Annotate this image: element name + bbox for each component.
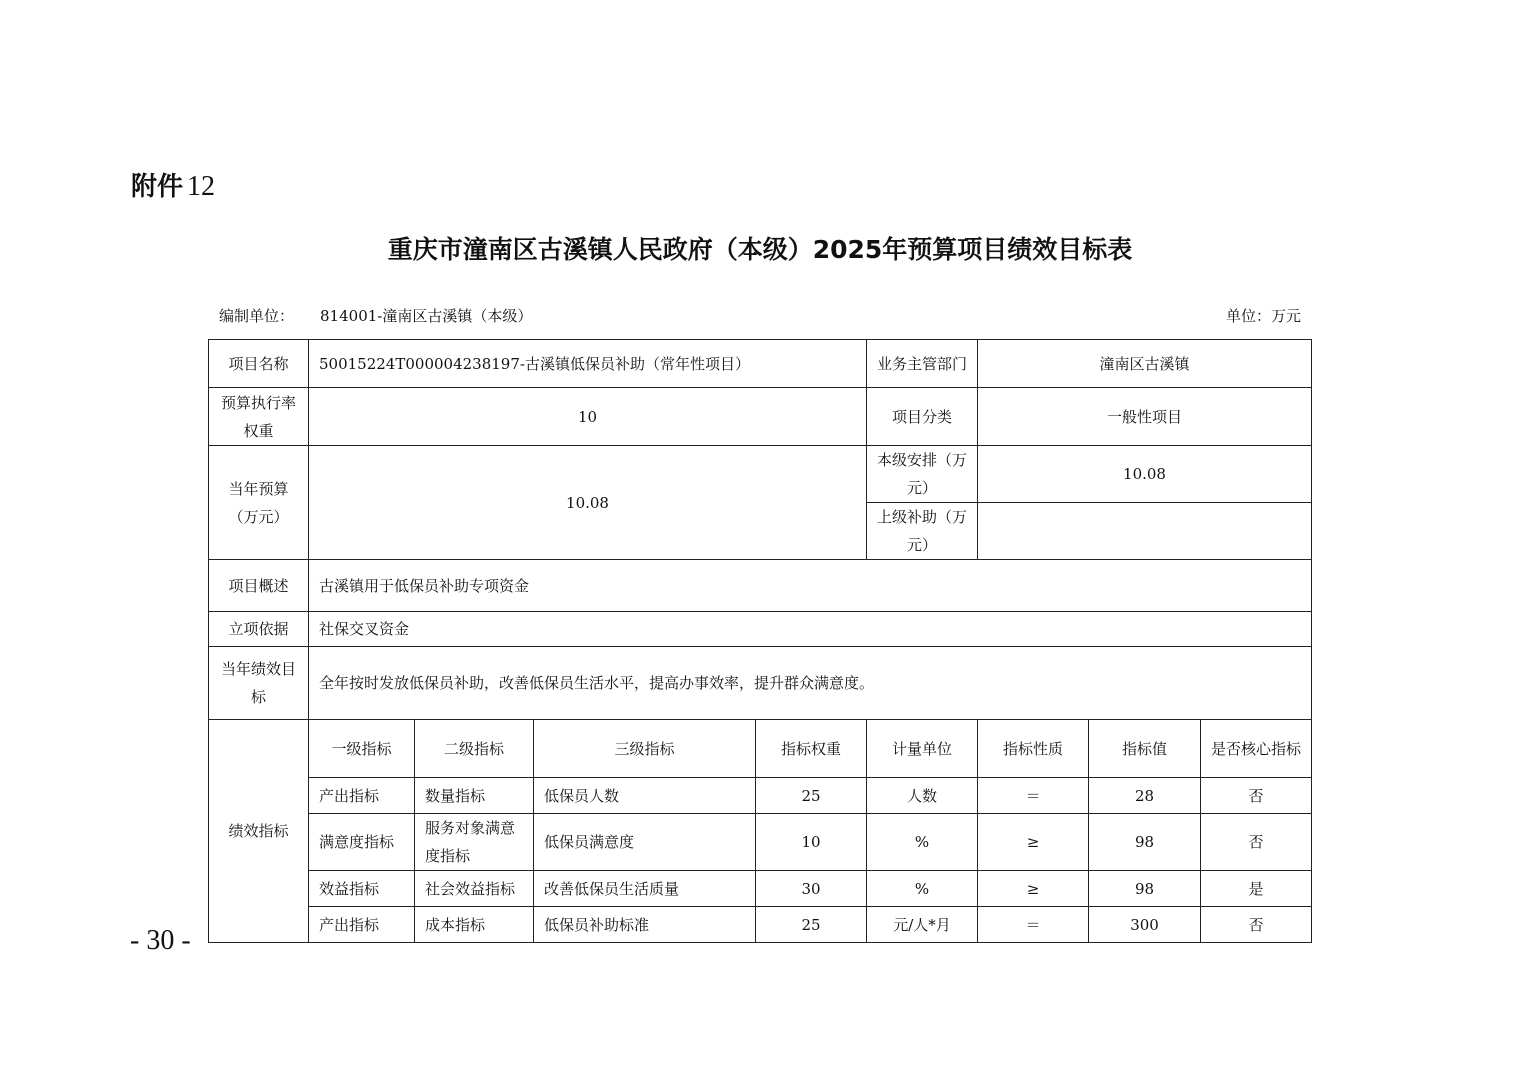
row-level3: 低保员满意度 [534, 814, 756, 871]
category-value: 一般性项目 [978, 388, 1312, 446]
project-name-label: 项目名称 [209, 340, 309, 388]
goal-label: 当年绩效目标 [209, 647, 309, 720]
basis-label: 立项依据 [209, 612, 309, 647]
table-row [209, 814, 1312, 871]
page-title: 重庆市潼南区古溪镇人民政府（本级）2025年预算项目绩效目标表 [387, 235, 1133, 264]
row-nature: ≥ [978, 814, 1089, 871]
row-level1: 产出指标 [309, 778, 415, 814]
row-level3: 低保员人数 [534, 778, 756, 814]
row-weight: 25 [756, 907, 867, 943]
row-nature: ＝ [978, 778, 1089, 814]
row-value: 28 [1089, 778, 1201, 814]
row-core: 否 [1201, 814, 1312, 871]
header-level3: 三级指标 [534, 720, 756, 778]
dept-value: 潼南区古溪镇 [978, 340, 1312, 388]
upper-funding-value [978, 503, 1312, 560]
table-row [209, 778, 1312, 814]
upper-funding-label: 上级补助（万元） [867, 503, 978, 560]
row-core: 否 [1201, 907, 1312, 943]
category-label: 项目分类 [867, 388, 978, 446]
row-level1: 效益指标 [309, 871, 415, 907]
compiling-unit [219, 305, 532, 326]
table-row [209, 907, 1312, 943]
local-funding-label: 本级安排（万元） [867, 446, 978, 503]
header-level2: 二级指标 [415, 720, 534, 778]
rate-weight-value: 10 [309, 388, 867, 446]
row-level1: 产出指标 [309, 907, 415, 943]
row-weight: 30 [756, 871, 867, 907]
row-level2: 数量指标 [415, 778, 534, 814]
indicators-label: 绩效指标 [209, 720, 309, 943]
header-nature: 指标性质 [978, 720, 1089, 778]
row-unit: 元/人*月 [867, 907, 978, 943]
header-unit: 计量单位 [867, 720, 978, 778]
compiling-unit-value: 814001-潼南区古溪镇（本级） [320, 307, 533, 325]
row-level3: 低保员补助标准 [534, 907, 756, 943]
row-core: 是 [1201, 871, 1312, 907]
project-name-value: 50015224T000004238197-古溪镇低保员补助（常年性项目） [309, 340, 867, 388]
row-nature: ≥ [978, 871, 1089, 907]
row-unit: % [867, 871, 978, 907]
row-core: 否 [1201, 778, 1312, 814]
row-level3: 改善低保员生活质量 [534, 871, 756, 907]
local-funding-value: 10.08 [978, 446, 1312, 503]
compiling-unit-label: 编制单位： [219, 307, 295, 325]
overview-label: 项目概述 [209, 560, 309, 612]
overview-value: 古溪镇用于低保员补助专项资金 [309, 560, 1312, 612]
goal-value: 全年按时发放低保员补助，改善低保员生活水平，提高办事效率，提升群众满意度。 [309, 647, 1312, 720]
attachment-text: 附件 [131, 172, 184, 202]
header-weight: 指标权重 [756, 720, 867, 778]
attachment-number: 12 [187, 171, 216, 202]
row-nature: ＝ [978, 907, 1089, 943]
basis-value: 社保交叉资金 [309, 612, 1312, 647]
dept-label: 业务主管部门 [867, 340, 978, 388]
header-core: 是否核心指标 [1201, 720, 1312, 778]
performance-table [208, 339, 1312, 943]
row-level1: 满意度指标 [309, 814, 415, 871]
row-value: 300 [1089, 907, 1201, 943]
row-unit: 人数 [867, 778, 978, 814]
row-value: 98 [1089, 871, 1201, 907]
annual-budget-value: 10.08 [309, 446, 867, 560]
header-value: 指标值 [1089, 720, 1201, 778]
table-row [209, 871, 1312, 907]
page-number: - 30 - [130, 925, 191, 956]
rate-weight-label: 预算执行率权重 [209, 388, 309, 446]
row-weight: 10 [756, 814, 867, 871]
row-value: 98 [1089, 814, 1201, 871]
header-level1: 一级指标 [309, 720, 415, 778]
row-level2: 服务对象满意度指标 [415, 814, 534, 871]
currency-unit: 单位：万元 [1225, 307, 1301, 325]
annual-budget-label: 当年预算（万元） [209, 446, 309, 560]
attachment-label [131, 166, 215, 203]
row-weight: 25 [756, 778, 867, 814]
row-level2: 成本指标 [415, 907, 534, 943]
row-unit: % [867, 814, 978, 871]
row-level2: 社会效益指标 [415, 871, 534, 907]
